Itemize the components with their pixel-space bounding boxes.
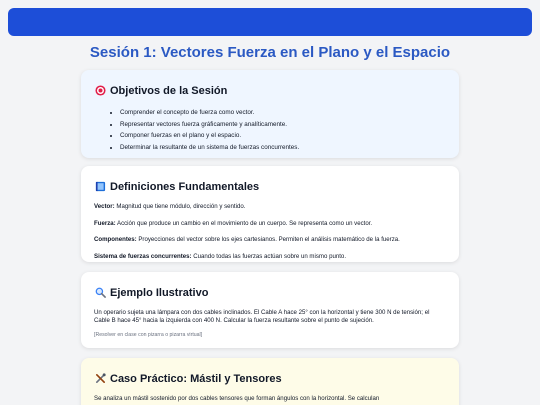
case-heading-text: Caso Práctico: Mástil y Tensores bbox=[110, 373, 282, 385]
list-item: • Determinar la resultante de un sistema de fuerzas concurrentes. bbox=[120, 142, 446, 154]
definition-item bbox=[94, 203, 446, 211]
list-item: • Representar vectores fuerza gráficamente y analíticamente. bbox=[120, 119, 446, 131]
objectives-list bbox=[94, 107, 446, 153]
definition-term: Componentes: bbox=[94, 236, 137, 243]
example-note: [Resolver en clase con pizarra o pizarra virtual] bbox=[94, 332, 203, 339]
case-text: Se analiza un mástil sostenido por dos cables tensores que forman ángulos con la horizontal. Se calculan bbox=[94, 395, 380, 402]
definition-text: Proyecciones del vector sobre los ejes cartesianos. Permiten el análisis matemático de la fuerza. bbox=[136, 236, 400, 243]
case-card bbox=[81, 358, 459, 405]
definition-term: Vector: bbox=[94, 203, 115, 210]
definition-item bbox=[94, 236, 446, 244]
example-text: Un operario sujeta una lámpara con dos cables inclinados. El Cable A hace 25° con la horizontal y tiene 300 N de tensión; el Cable B hace 45° hacia la izquierda con 400 N. Calcular la fuerza resultante sobre el punto de sujeción. bbox=[94, 309, 430, 325]
list-item: • Componer fuerzas en el plano y el espacio. bbox=[120, 130, 446, 142]
objectives-heading bbox=[94, 84, 446, 98]
definition-text: Magnitud que tiene módulo, dirección y sentido. bbox=[114, 203, 246, 210]
tools-icon bbox=[94, 373, 106, 385]
example-card bbox=[81, 272, 459, 348]
definition-term: Sistema de fuerzas concurrentes: bbox=[94, 252, 192, 260]
definition-text: Acción que produce un cambio en el movimiento de un cuerpo. Se representa como un vector. bbox=[115, 219, 373, 227]
objectives-heading-text: Objetivos de la Sesión bbox=[110, 85, 228, 97]
definitions-heading-text: Definiciones Fundamentales bbox=[110, 181, 260, 193]
book-icon bbox=[94, 181, 106, 193]
example-heading-text: Ejemplo Ilustrativo bbox=[110, 287, 209, 299]
page-title: Sesión 1: Vectores Fuerza en el Plano y el Espacio bbox=[89, 44, 451, 61]
objectives-card bbox=[81, 70, 459, 158]
definition-item bbox=[94, 220, 446, 228]
top-banner bbox=[8, 8, 532, 36]
definition-term: Fuerza: bbox=[94, 219, 116, 227]
case-heading bbox=[94, 372, 446, 386]
definition-text: Cuando todas las fuerzas actúan sobre un mismo punto. bbox=[191, 252, 347, 260]
target-icon bbox=[94, 85, 106, 97]
definitions-card bbox=[81, 166, 459, 262]
definitions-heading bbox=[94, 180, 446, 194]
example-heading bbox=[94, 286, 446, 300]
magnifier-icon bbox=[94, 287, 106, 299]
definition-item bbox=[94, 253, 446, 261]
list-item: • Comprender el concepto de fuerza como vector. bbox=[120, 107, 446, 119]
